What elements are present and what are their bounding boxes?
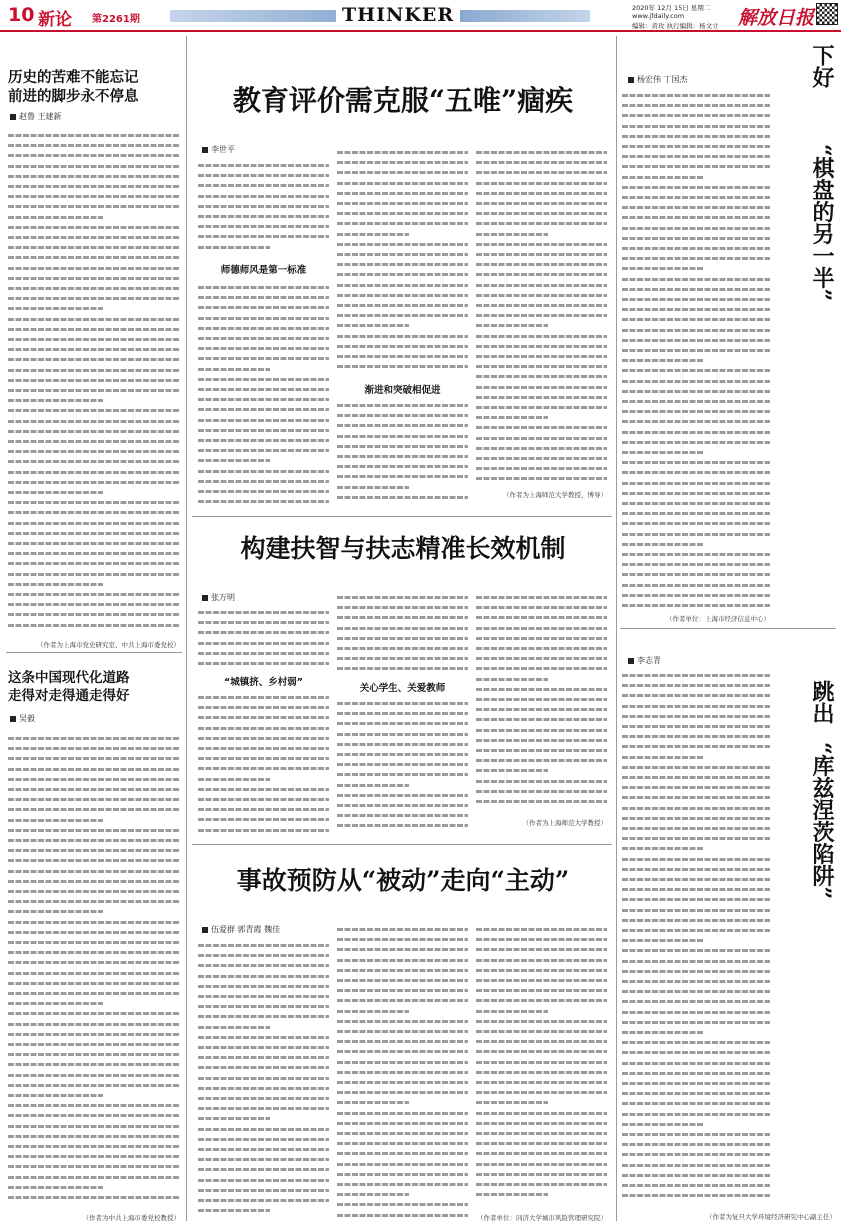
right-bottom-vertical-title: 跳出 “库兹涅茨陷阱” [809,680,835,900]
page-number: 10 [8,4,35,26]
article2-col1a [198,607,329,669]
article1-col2 [337,147,468,375]
left-bottom-footnote: （作者为中共上海市委党校教授） [82,1214,180,1222]
left-bottom-body [8,733,180,1211]
right-bottom-byline: 李志青 [628,655,661,666]
article3-byline: 伍爱群 郭青霞 魏佳 [202,924,280,935]
byline-square-icon [202,595,208,601]
website: www.jfdaily.com [632,12,685,20]
article1-col2b [337,400,468,507]
right-top-footnote: （作者单位：上海市经济信息中心） [666,615,770,623]
article3-col1 [198,940,329,1222]
section-name: 新论 [38,10,72,30]
article1-col3 [476,147,607,485]
right-bottom-body [622,670,770,1208]
left-top-byline: 赵鲁 王建新 [10,111,62,122]
article2-title: 构建扶智与扶志精准长效机制 [240,534,566,563]
article2-subhead2: 关心学生、关爱教师 [359,683,446,694]
issue-number: 第2261期 [92,14,140,25]
masthead [0,0,841,32]
thinker-banner: THINKER [336,4,460,26]
article3-col3 [476,924,607,1209]
article2-col1b [198,692,329,836]
article1-col1 [198,160,329,255]
left-top-footnote: （作者为上海市党史研究室、中共上海市委党校） [37,641,180,649]
article2-col2b [337,698,468,836]
left-bottom-title: 这条中国现代化道路 走得对走得通走得好 [8,670,130,704]
byline-square-icon [10,114,16,120]
article1-title: 教育评价需克服“五唯”痼疾 [232,84,574,117]
article2-footnote: （作者为上海师范大学教授） [522,819,607,827]
issue-date: 2020年 12月 15日 星期二 [632,4,711,12]
right-bottom-footnote: （作者为复旦大学环境经济研究中心副主任） [706,1213,836,1221]
article1-footnote: （作者为上海师范大学教授、博导） [503,491,607,499]
article3-col2 [337,924,468,1222]
article1-subhead1: 师德师风是第一标准 [220,265,307,276]
article2-col2a [337,592,468,676]
article3-footnote: （作者单位：同济大学城市风险管理研究院） [477,1214,607,1222]
byline-square-icon [10,716,16,722]
article1-byline: 李世平 [202,144,235,155]
byline-square-icon [628,658,634,664]
right-top-byline: 杨宏伟 丁国杰 [628,74,688,85]
left-bottom-byline: 吴毅 [10,713,35,724]
article3-title: 事故预防从“被动”走向“主动” [236,866,570,895]
article1-col1b [198,282,329,507]
left-top-title: 历史的苦难不能忘记 前进的脚步永不停息 [8,69,139,105]
article2-col3 [476,592,607,810]
editor-credit: 编辑：黄玫 执行编辑：杨文立 [632,22,719,30]
brand-logo: 解放日报 [738,7,815,29]
byline-square-icon [628,77,634,83]
article2-byline: 张万明 [202,592,235,603]
byline-square-icon [202,927,208,933]
article1-subhead2: 渐进和突破相促进 [364,385,441,396]
qr-code-icon [816,3,838,25]
article2-subhead1: “城镇挤、乡村弱” [224,677,303,688]
left-top-body [8,130,180,635]
byline-square-icon [202,147,208,153]
right-top-vertical-title: 下好 “棋盘的另一半” [809,44,835,302]
right-top-body [622,90,770,612]
